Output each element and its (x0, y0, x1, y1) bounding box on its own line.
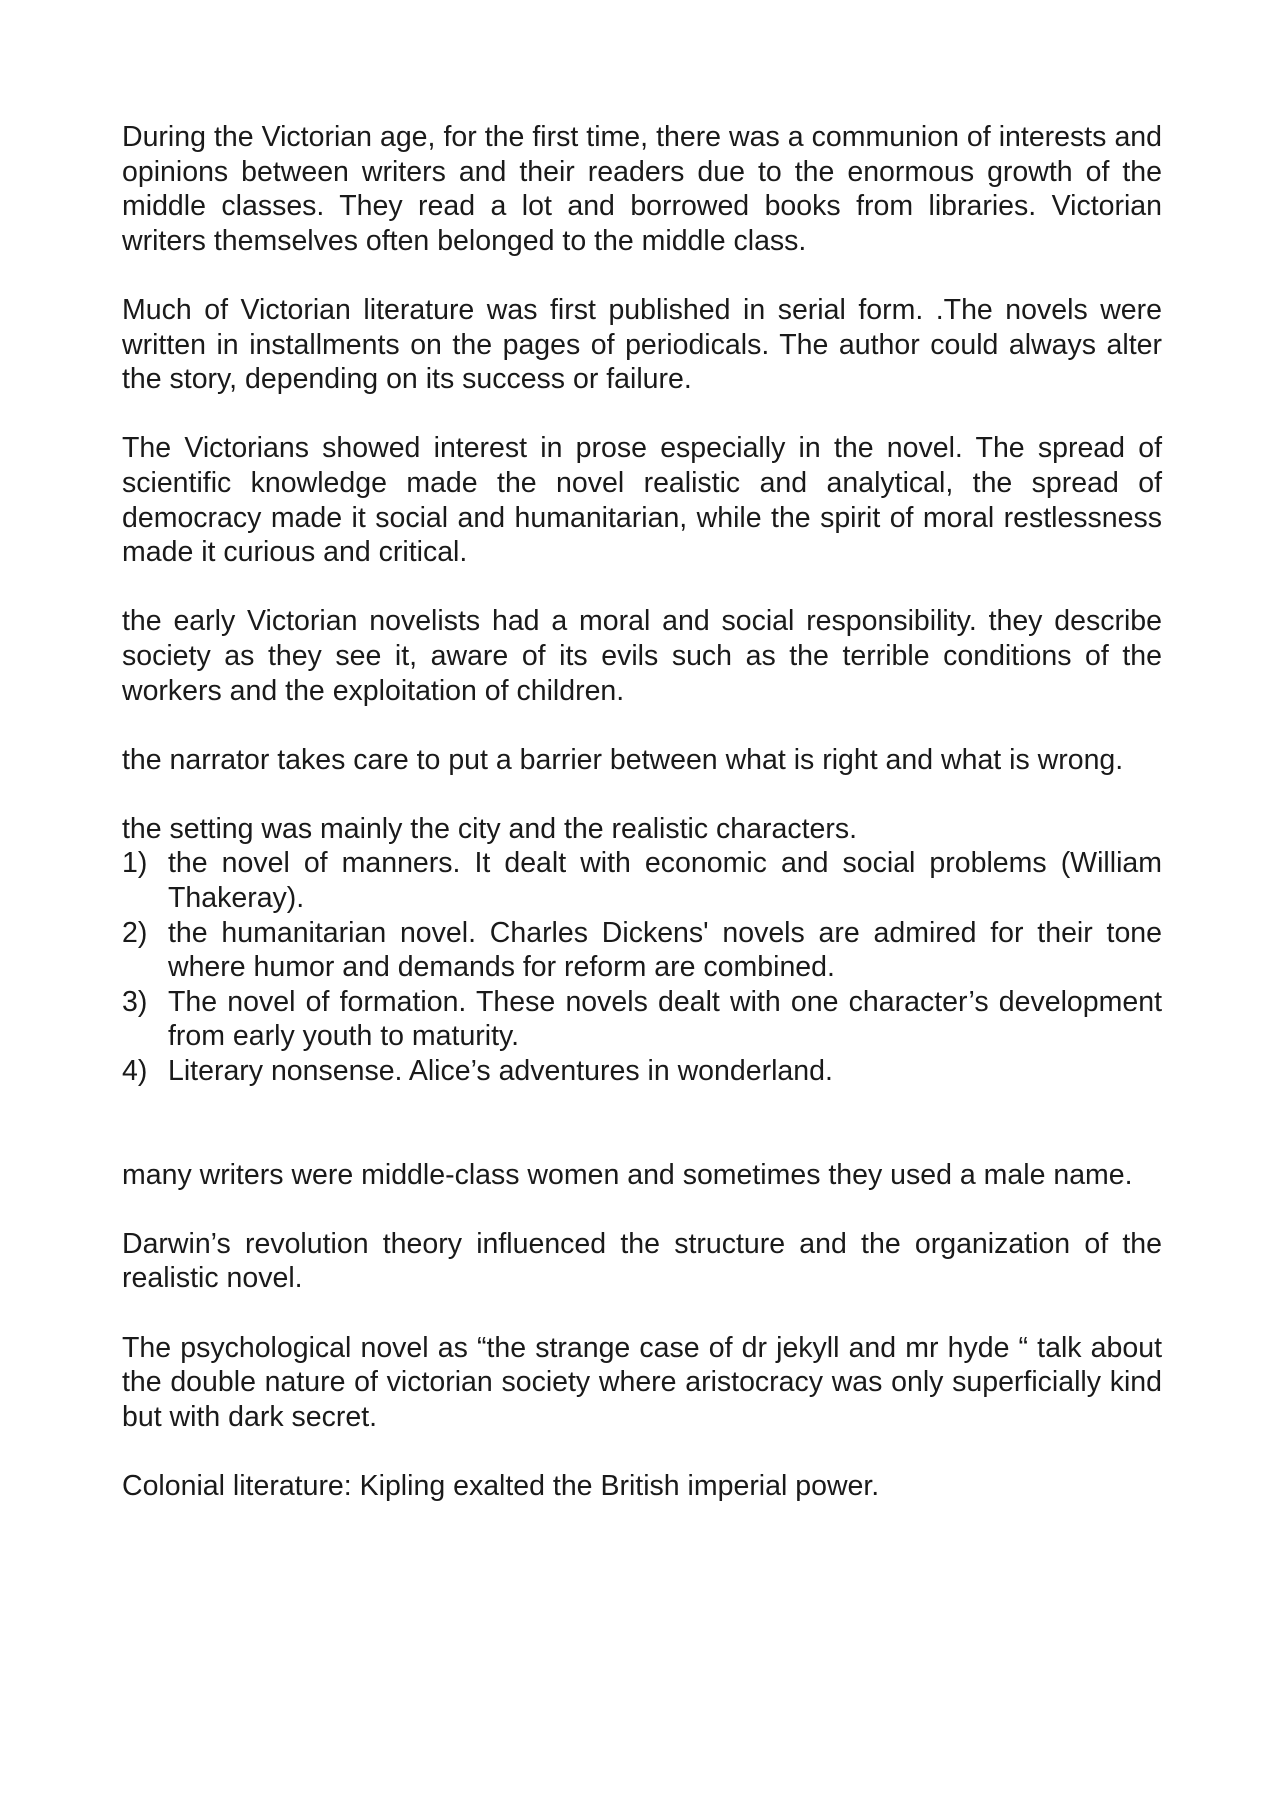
paragraph-narrator: the narrator takes care to put a barrier between what is right and what is wrong. (122, 743, 1124, 776)
list-item (122, 916, 1162, 985)
paragraph-setting: the setting was mainly the city and the realistic characters. (122, 812, 858, 845)
list-text: the humanitarian novel. Charles Dickens' novels are admired for their tone where humor and demands for reform are combined. (168, 916, 1162, 984)
paragraph-colonial-literature: Colonial literature: Kipling exalted the British imperial power. (122, 1469, 880, 1502)
list-item (122, 846, 1162, 915)
paragraph-victorian-age: During the Victorian age, for the first time, there was a communion of interests and opinions between writers and their readers due to the enormous growth of the middle classes. They read a lot and borrowed books from libraries. Victorian writers themselves often belonged to the middle class. (122, 121, 1162, 257)
list-text: The novel of formation. These novels dealt with one character’s development from early youth to maturity. (168, 985, 1162, 1053)
list-text: Literary nonsense. Alice’s adventures in wonderland. (168, 1055, 833, 1088)
paragraph-darwin: Darwin’s revolution theory influenced the structure and the organization of the realistic novel. (122, 1227, 1162, 1295)
paragraph-serial-form: Much of Victorian literature was first published in serial form. .The novels were written in installments on the pages of periodicals. The author could always alter the story, depending on its success or failure. (122, 293, 1162, 396)
paragraph-women-writers: many writers were middle-class women and sometimes they used a male name. (122, 1158, 1133, 1191)
paragraph-prose-novel: The Victorians showed interest in prose especially in the novel. The spread of scientific knowledge made the novel realistic and analytical, the spread of democracy made it social and humanitarian, while the spirit of moral restlessness made it curious and critical. (122, 432, 1162, 569)
paragraph-early-novelists: the early Victorian novelists had a moral and social responsibility. they describe society as they see it, aware of its evils such as the terrible conditions of the workers and the exploitation of children. (122, 605, 1162, 707)
paragraph-psychological-novel: The psychological novel as “the strange case of dr jekyll and mr hyde “ talk about the double nature of victorian society where aristocracy was only superficially kind but with dark secret. (122, 1331, 1162, 1433)
list-text: the novel of manners. It dealt with economic and social problems (William Thakeray). (168, 847, 1162, 915)
list-number: 1) (122, 847, 148, 880)
list-item (122, 985, 1162, 1054)
list-item (122, 1054, 1162, 1089)
list-number: 3) (122, 985, 148, 1018)
list-number: 4) (122, 1055, 148, 1088)
document-page (122, 120, 1162, 1504)
novel-types-list (122, 846, 1162, 1088)
list-number: 2) (122, 916, 148, 949)
